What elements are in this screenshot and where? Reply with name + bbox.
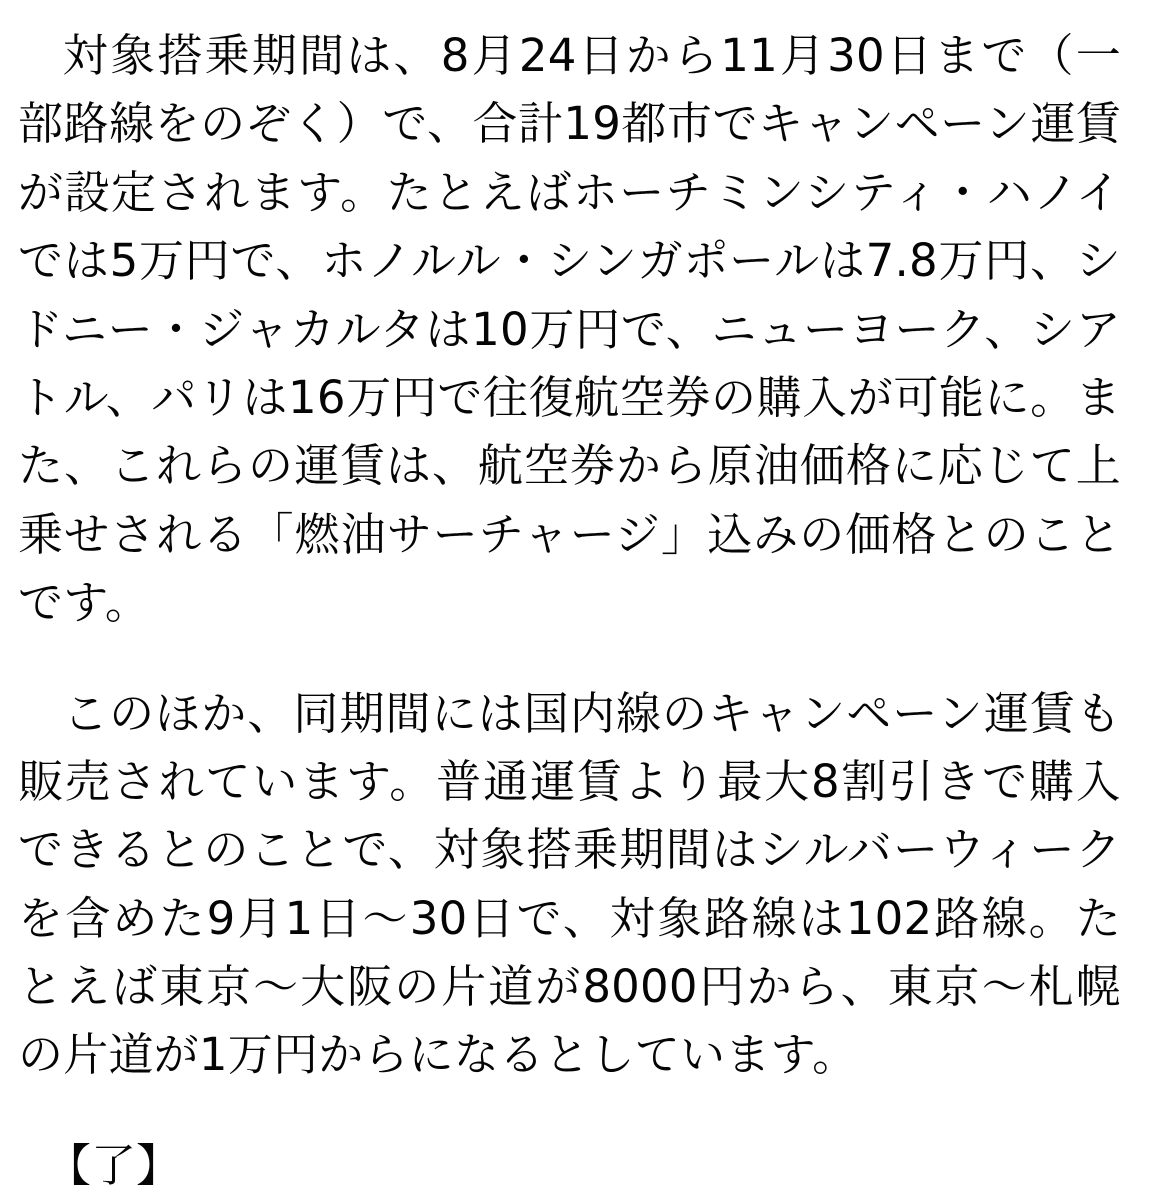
paragraph-2: このほか、同期間には国内線のキャンペーン運賃も販売されています。普通運賃より最大8割引きで購入できるとのことで、対象搭乗期間はシルバーウィークを含めた9月1日〜30日で、対象路線は102路線。たとえば東京〜大阪の片道が8000円から、東京〜札幌の片道が1万円からになるとしています。 — [18, 686, 1121, 1082]
article-end-marker: 【了】 — [46, 1138, 182, 1192]
article-body — [18, 22, 1121, 1200]
paragraph-1: 対象搭乗期間は、8月24日から11月30日まで（一部路線をのぞく）で、合計19都市でキャンペーン運賃が設定されます。たとえばホーチミンシティ・ハノイでは5万円で、ホノルル・シンガポールは7.8万円、シドニー・ジャカルタは10万円で、ニューヨーク、シアトル、パリは16万円で往復航空券の購入が可能に。また、これらの運賃は、航空券から原油価格に応じて上乗せされる「燃油サーチャージ」込みの価格とのことです。 — [18, 29, 1121, 630]
